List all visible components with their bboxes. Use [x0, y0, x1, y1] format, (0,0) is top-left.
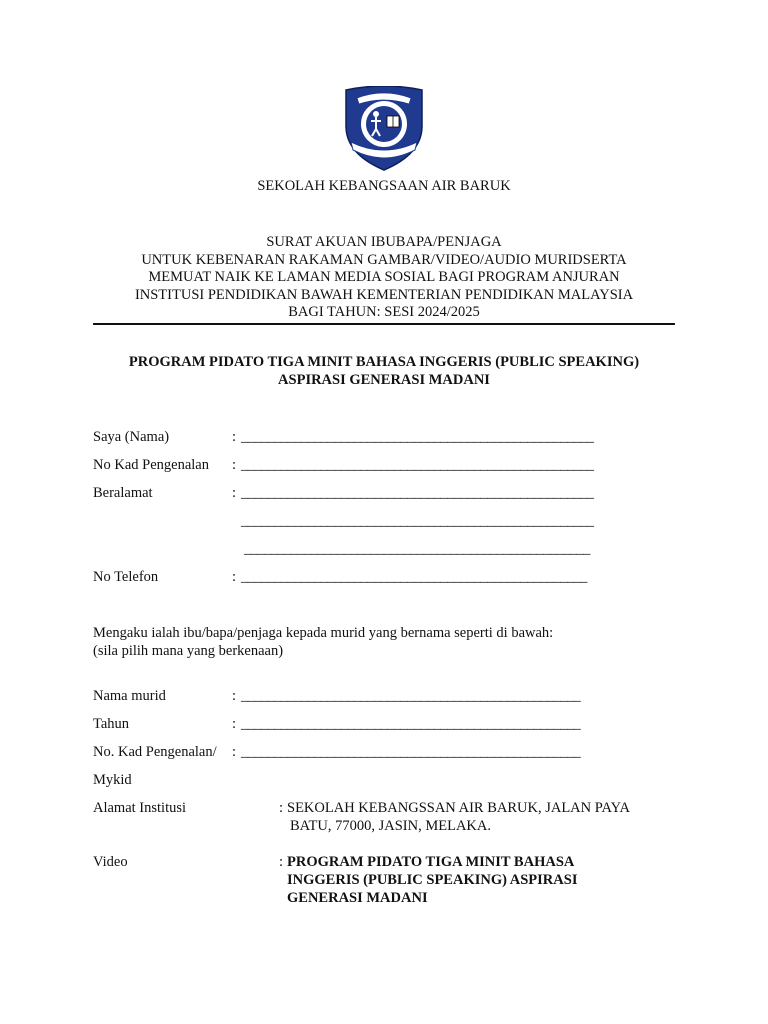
phone-input-line[interactable]: ____________________________________________________ — [241, 569, 587, 585]
program-title-line-1: PROGRAM PIDATO TIGA MINIT BAHASA INGGERIS (PUBLIC SPEAKING) — [128, 354, 640, 370]
video-title-line-2: INGGERIS (PUBLIC SPEAKING) ASPIRASI — [287, 872, 578, 888]
header-line-2: UNTUK KEBENARAN RAKAMAN GAMBAR/VIDEO/AUDIO MURIDSERTA — [141, 251, 627, 268]
school-name: SEKOLAH KEBANGSAAN AIR BARUK — [257, 178, 511, 194]
student-ic-label: No. Kad Pengenalan/ — [93, 744, 217, 760]
institution-label: Alamat Institusi — [93, 800, 187, 816]
declaration-line-1: Mengaku ialah ibu/bapa/penjaga kepada murid yang bernama seperti di bawah: — [93, 625, 554, 641]
name-input-line[interactable]: _____________________________________________________ — [241, 429, 594, 445]
ic-label: No Kad Pengenalan — [93, 457, 209, 473]
mykid-label: Mykid — [93, 772, 132, 788]
video-title-line-3: GENERASI MADANI — [287, 890, 428, 906]
address-colon: : — [232, 485, 237, 501]
school-crest-icon — [343, 86, 425, 172]
video-title-line-1: PROGRAM PIDATO TIGA MINIT BAHASA — [287, 854, 575, 870]
header-divider — [93, 323, 675, 325]
program-title-line-2: ASPIRASI GENERASI MADANI — [278, 372, 490, 388]
address-input-line-3[interactable]: ____________________________________________________ — [244, 541, 590, 557]
header-line-1: SURAT AKUAN IBUBAPA/PENJAGA — [266, 234, 502, 250]
name-label: Saya (Nama) — [93, 429, 170, 445]
student-ic-input-line[interactable]: ___________________________________________________ — [241, 744, 581, 760]
institution-address-line-2: BATU, 77000, JASIN, MELAKA. — [290, 818, 491, 834]
year-input-line[interactable]: ___________________________________________________ — [241, 716, 581, 732]
address-label: Beralamat — [93, 485, 153, 501]
declaration-line-2: (sila pilih mana yang berkenaan) — [93, 643, 284, 659]
student-name-label: Nama murid — [93, 688, 166, 704]
header-line-3: MEMUAT NAIK KE LAMAN MEDIA SOSIAL BAGI PROGRAM ANJURAN — [148, 269, 620, 285]
student-name-input-line[interactable]: ___________________________________________________ — [241, 688, 581, 704]
ic-colon: : — [232, 457, 237, 473]
phone-label: No Telefon — [93, 569, 159, 585]
address-input-line-2[interactable]: _____________________________________________________ — [241, 513, 594, 529]
phone-colon: : — [232, 569, 237, 585]
year-label: Tahun — [93, 716, 130, 732]
header-line-5: BAGI TAHUN: SESI 2024/2025 — [288, 304, 480, 320]
address-input-line[interactable]: _____________________________________________________ — [241, 485, 594, 501]
video-label: Video — [93, 854, 128, 870]
institution-colon: : — [279, 800, 284, 816]
student-ic-colon: : — [232, 744, 237, 760]
institution-address-line-1: SEKOLAH KEBANGSSAN AIR BARUK, JALAN PAYA — [287, 800, 630, 816]
student-name-colon: : — [232, 688, 237, 704]
header-line-4: INSTITUSI PENDIDIKAN BAWAH KEMENTERIAN PENDIDIKAN MALAYSIA — [134, 286, 634, 303]
school-crest-logo — [343, 86, 425, 172]
name-colon: : — [232, 429, 237, 445]
ic-input-line[interactable]: _____________________________________________________ — [241, 457, 594, 473]
year-colon: : — [232, 716, 237, 732]
video-colon: : — [279, 854, 284, 870]
